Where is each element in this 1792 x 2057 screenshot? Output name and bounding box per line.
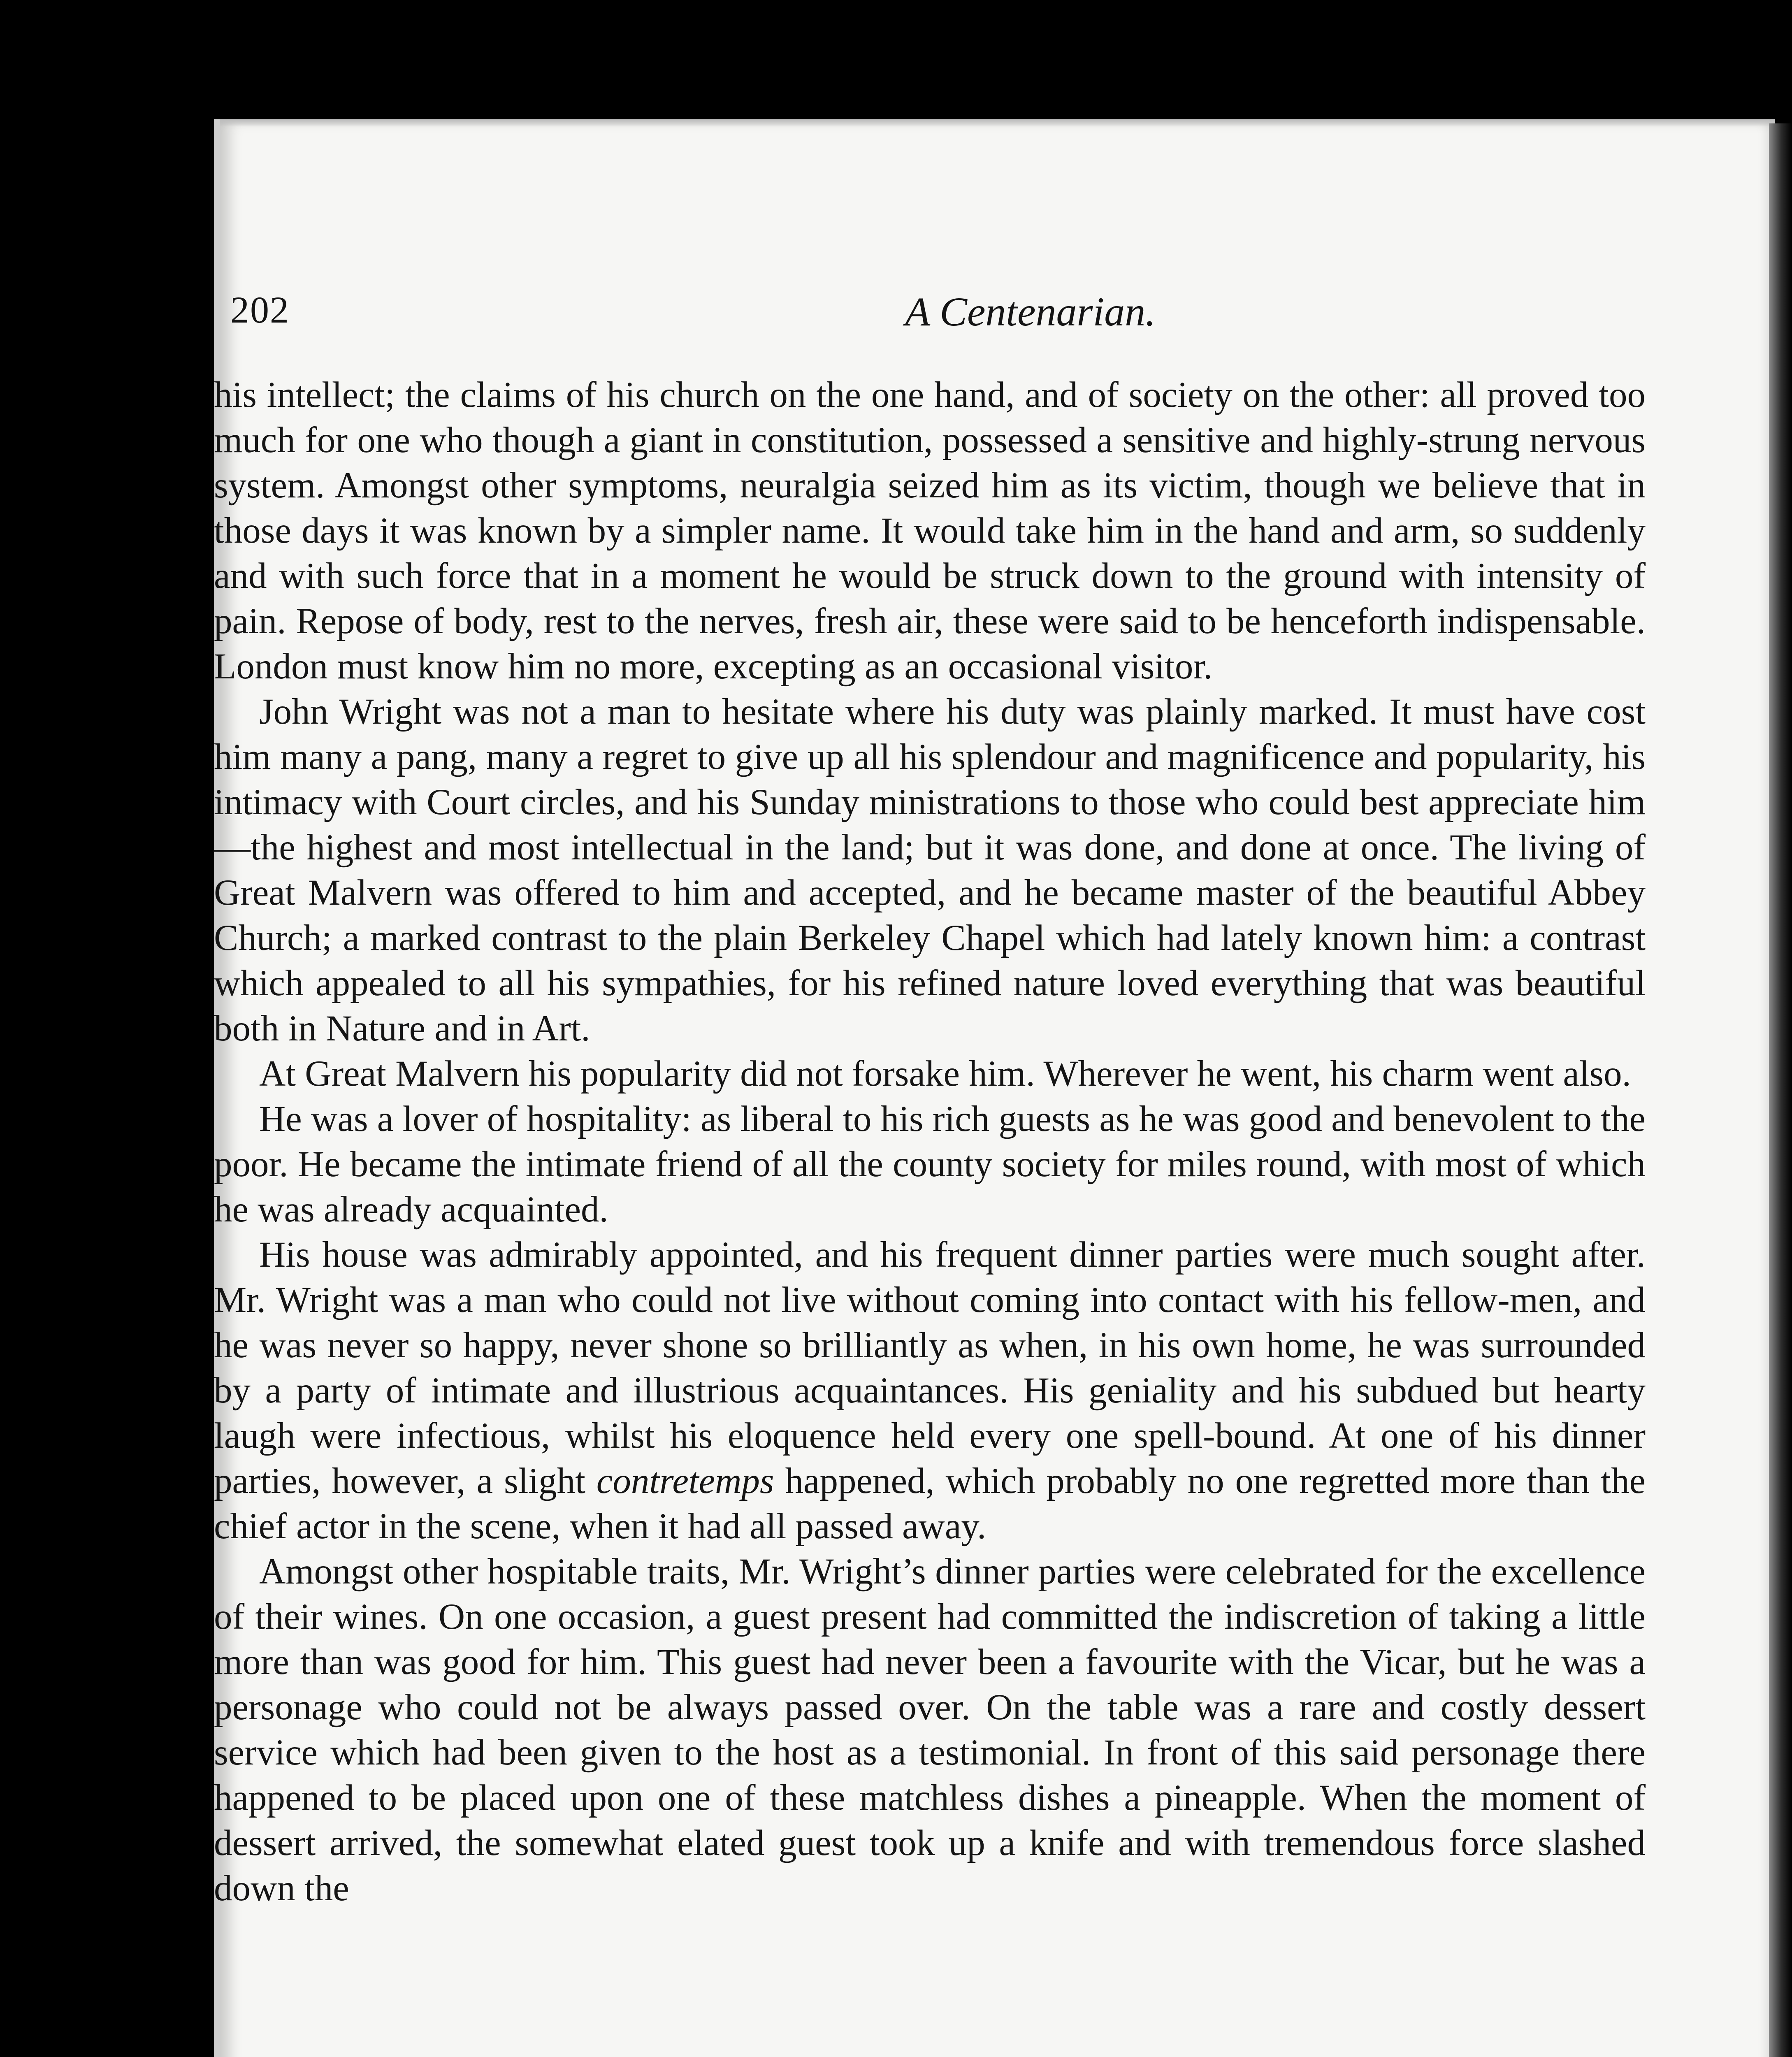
body-text (214, 372, 1646, 1911)
paragraph-5 (214, 1232, 1646, 1549)
paragraph-3: At Great Malvern his popularity did not forsake him. Wherever he went, his charm went also. (259, 1054, 1631, 1094)
page-edge-shadow (1769, 123, 1792, 2057)
paragraph-1: his intellect; the claims of his church on the one hand, and of society on the other: all proved too much for one who though a giant in constitution, possessed a sensitive and highly-strung nervous system. Amongst other symptoms, neuralgia seized him as its victim, though we believe that in those days it was known by a simpler name. It would take him in the hand and arm, so suddenly and with such force that in a moment he would be struck down to the ground with intensity of pain. Repose of body, rest to the nerves, fresh air, these were said to be henceforth indispensable. London must know him no more, excepting as an occasional visitor. (214, 375, 1646, 687)
page-header (230, 288, 1646, 346)
paragraph-4: He was a lover of hospitality: as liberal to his rich guests as he was good and benevolent to the poor. He became the intimate friend of all the county society for miles round, with most of which he was already acquainted. (214, 1099, 1646, 1230)
paragraph-2: John Wright was not a man to hesitate where his duty was plainly marked. It must have cost him many a pang, many a regret to give up all his splendour and magnificence and popularity, his intimacy with Court circles, and his Sunday ministrations to those who could best appreciate him—the highest and most intellectual in the land; but it was done, and done at once. The living of Great Malvern was offered to him and accepted, and he became master of the beautiful Abbey Church; a marked contrast to the plain Berkeley Chapel which had lately known him: a contrast which appealed to all his sympathies, for his refined nature loved everything that was beautiful both in Nature and in Art. (214, 692, 1646, 1049)
paragraph-6: Amongst other hospitable traits, Mr. Wright’s dinner parties were celebrated for the excellence of their wines. On one occasion, a guest present had committed the indiscretion of taking a little more than was good for him. This guest had never been a favourite with the Vicar, but he was a personage who could not be always passed over. On the table was a rare and costly dessert service which had been given to the host as a testimonial. In front of this said personage there happened to be placed upon one of these matchless dishes a pineapple. When the moment of dessert arrived, the somewhat elated guest took up a knife and with tremendous force slashed down the (214, 1551, 1646, 1908)
paragraph-5-part-b: happened, which probably no one regretted more than the chief actor in the scene, when it had all passed away. (214, 1461, 1646, 1546)
paragraph-5-part-a: His house was admirably appointed, and his frequent dinner parties were much sought after. Mr. Wright was a man who could not live without coming into contact with his fellow-men, and he was never so happy, never shone so brilliantly as when, in his own home, he was surrounded by a party of intimate and illustrious acquaintances. His geniality and his subdued but hearty laugh were infectious, whilst his eloquence held every one spell-bound. At one of his dinner parties, however, a slight (214, 1235, 1646, 1501)
italic-term: contretemps (596, 1461, 774, 1501)
running-title: A Centenarian. (905, 289, 1156, 334)
page-number: 202 (230, 289, 290, 331)
